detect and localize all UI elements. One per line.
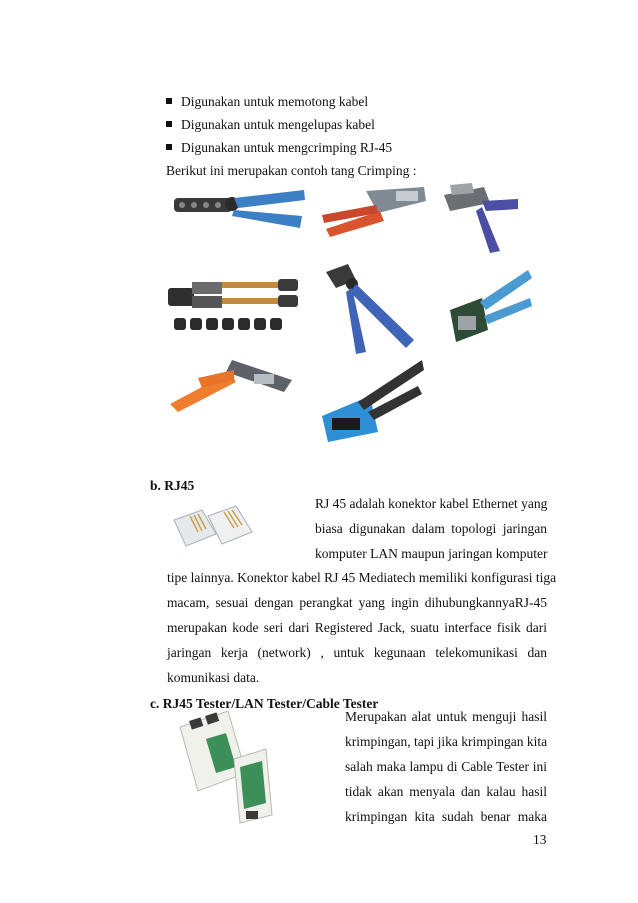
section-b-text-line: komunikasi data. xyxy=(167,670,260,685)
rj45-connector-icon xyxy=(172,502,254,552)
section-b-text-line: jaringan kerja (network) , untuk kegunaan telekomunikasi dan xyxy=(167,645,547,660)
intro-text: Berikut ini merupakan contoh tang Crimping : xyxy=(166,163,417,178)
section-b-text-line: merupakan kode seri dari Registered Jack, suatu interface fisik dari xyxy=(167,620,547,635)
hydraulic-crimper-icon xyxy=(166,276,300,336)
page-number: 13 xyxy=(533,832,547,847)
section-c-heading: c. RJ45 Tester/LAN Tester/Cable Tester xyxy=(150,696,379,711)
bullet-item xyxy=(166,117,375,133)
crimping-tool-green-icon xyxy=(446,268,532,346)
section-c-text-line: tidak akan menyala dan kalau hasil xyxy=(345,784,547,799)
bullet-text: Digunakan untuk mengcrimping RJ-45 xyxy=(181,140,393,155)
section-c-text-line: Merupakan alat untuk menguji hasil xyxy=(345,709,547,724)
section-b-text-line: tipe lainnya. Konektor kabel RJ 45 Mediatech memiliki konfigurasi tiga xyxy=(167,570,557,585)
bullet-text: Digunakan untuk mengelupas kabel xyxy=(181,117,375,132)
section-b-text-line: RJ 45 adalah konektor kabel Ethernet yang xyxy=(315,496,548,511)
rj45-crimper-blue-icon xyxy=(318,356,426,444)
bullet-text: Digunakan untuk memotong kabel xyxy=(181,94,369,109)
crimping-tool-orange-icon xyxy=(320,183,432,239)
section-c-text-line: krimpingan, tapi jika krimpingan kita xyxy=(345,734,548,749)
bullet-item xyxy=(166,94,368,110)
crimping-tool-blue-icon xyxy=(172,186,307,236)
bullet-square-icon xyxy=(166,144,172,150)
crimping-tool-ratchet-icon xyxy=(442,181,520,253)
crimping-tool-blue-long-icon xyxy=(322,262,416,356)
section-b-heading: b. RJ45 xyxy=(150,478,195,493)
bullet-square-icon xyxy=(166,121,172,127)
bullet-item xyxy=(166,140,392,156)
cable-tester-icon xyxy=(176,707,274,825)
section-b-text-line: komputer LAN maupun jaringan komputer xyxy=(315,546,548,561)
section-b-text-line: macam, sesuai dengan perangkat yang ingin dihubungkannyaRJ-45 xyxy=(167,595,547,610)
bullet-square-icon xyxy=(166,98,172,104)
section-b-text-line: biasa digunakan dalam topologi jaringan xyxy=(315,521,547,536)
section-c-text-line: salah maka lampu di Cable Tester ini xyxy=(345,759,547,774)
section-c-text-line: krimpingan kita sudah benar maka xyxy=(345,809,547,824)
rj45-crimper-orange-icon xyxy=(168,356,294,414)
